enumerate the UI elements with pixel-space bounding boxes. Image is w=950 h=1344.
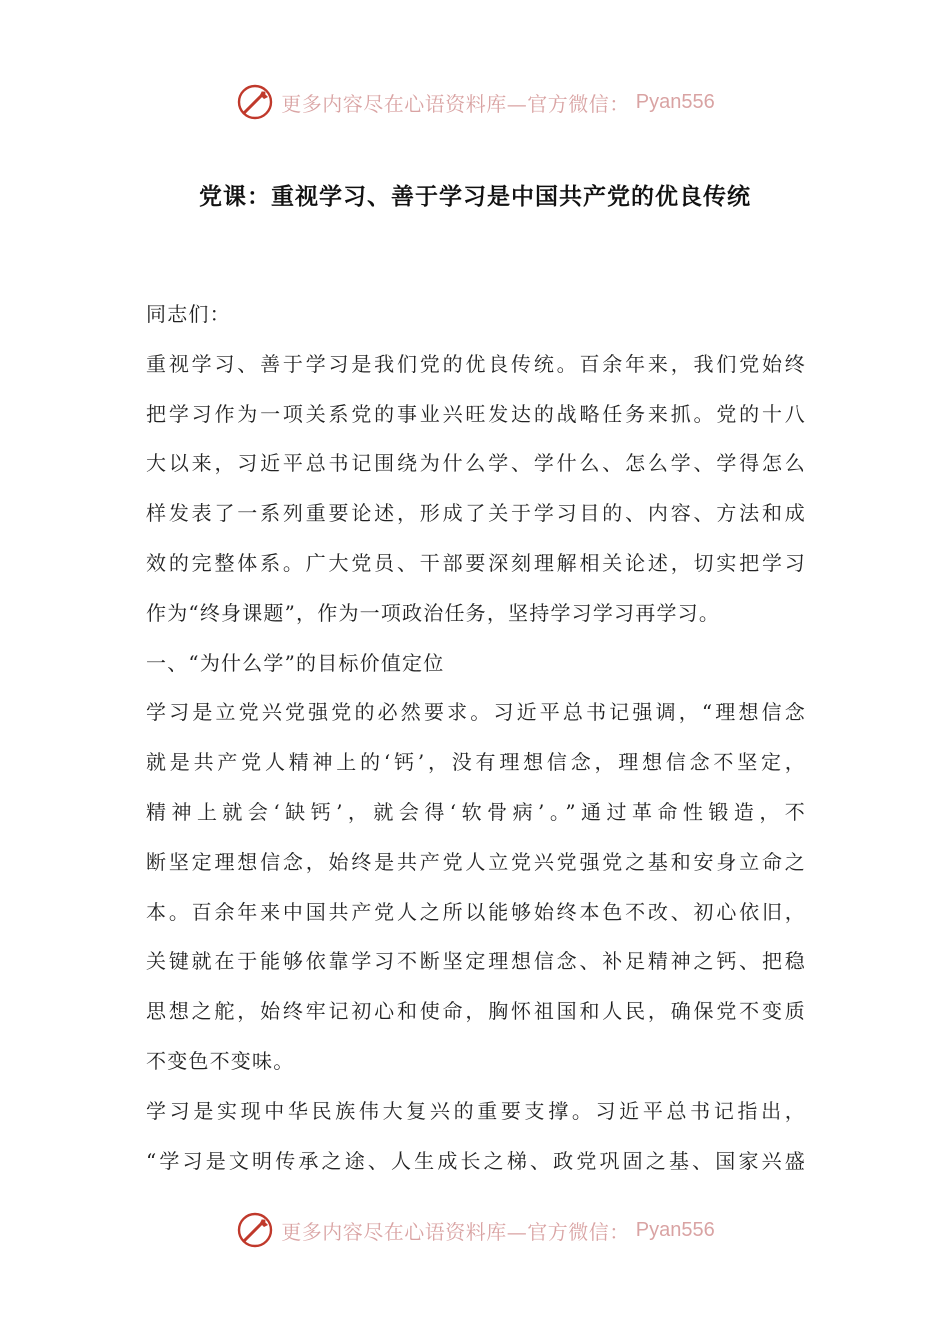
watermark-text: 更多内容尽在心语资料库—官方微信： <box>281 91 630 116</box>
footer-watermark <box>0 1208 950 1252</box>
watermark-wechat-id: Pyan556 <box>635 90 715 113</box>
pen-logo-icon <box>235 82 275 122</box>
text-line: 本。百余年来中国共产党人之所以能够始终本色不改、初心依旧， <box>146 899 806 924</box>
text-line: 就是共产党人精神上的‘钙’，没有理想信念，理想信念不坚定， <box>146 750 806 775</box>
text-line: “学习是文明传承之途、人生成长之梯、政党巩固之基、国家兴盛 <box>146 1148 806 1173</box>
text-line: 效的完整体系。广大党员、干部要深刻理解相关论述，切实把学习 <box>146 550 806 575</box>
document-title: 党课：重视学习、善于学习是中国共产党的优良传统 <box>199 184 751 210</box>
text-line: 不变色不变味。 <box>146 1048 295 1073</box>
pen-logo-icon <box>235 1210 275 1250</box>
salutation-line: 同志们： <box>146 302 231 326</box>
text-line: 作为“终身课题”，作为一项政治任务，坚持学习学习再学习。 <box>146 600 721 625</box>
section-heading: 一、“为什么学”的目标价值定位 <box>146 650 445 675</box>
document-body <box>146 290 806 1186</box>
header-watermark <box>0 80 950 124</box>
watermark-text: 更多内容尽在心语资料库—官方微信： <box>281 1219 630 1244</box>
text-line: 把学习作为一项关系党的事业兴旺发达的战略任务来抓。党的十八 <box>146 401 806 426</box>
text-line: 样发表了一系列重要论述，形成了关于学习目的、内容、方法和成 <box>146 501 806 526</box>
text-line: 关键就在于能够依靠学习不断坚定理想信念、补足精神之钙、把稳 <box>146 949 806 974</box>
text-line: 思想之舵，始终牢记初心和使命，胸怀祖国和人民，确保党不变质 <box>146 999 806 1024</box>
text-line: 大以来，习近平总书记围绕为什么学、学什么、怎么学、学得怎么 <box>146 451 806 476</box>
text-line: 学习是实现中华民族伟大复兴的重要支撑。习近平总书记指出， <box>146 1098 806 1123</box>
text-line: 精神上就会‘缺钙’，就会得‘软骨病’。”通过革命性锻造，不 <box>146 799 806 824</box>
watermark-wechat-id: Pyan556 <box>635 1218 715 1241</box>
text-line: 重视学习、善于学习是我们党的优良传统。百余年来，我们党始终 <box>146 351 806 376</box>
text-line: 学习是立党兴党强党的必然要求。习近平总书记强调，“理想信念 <box>146 700 806 725</box>
text-line: 断坚定理想信念，始终是共产党人立党兴党强党之基和安身立命之 <box>146 849 806 874</box>
